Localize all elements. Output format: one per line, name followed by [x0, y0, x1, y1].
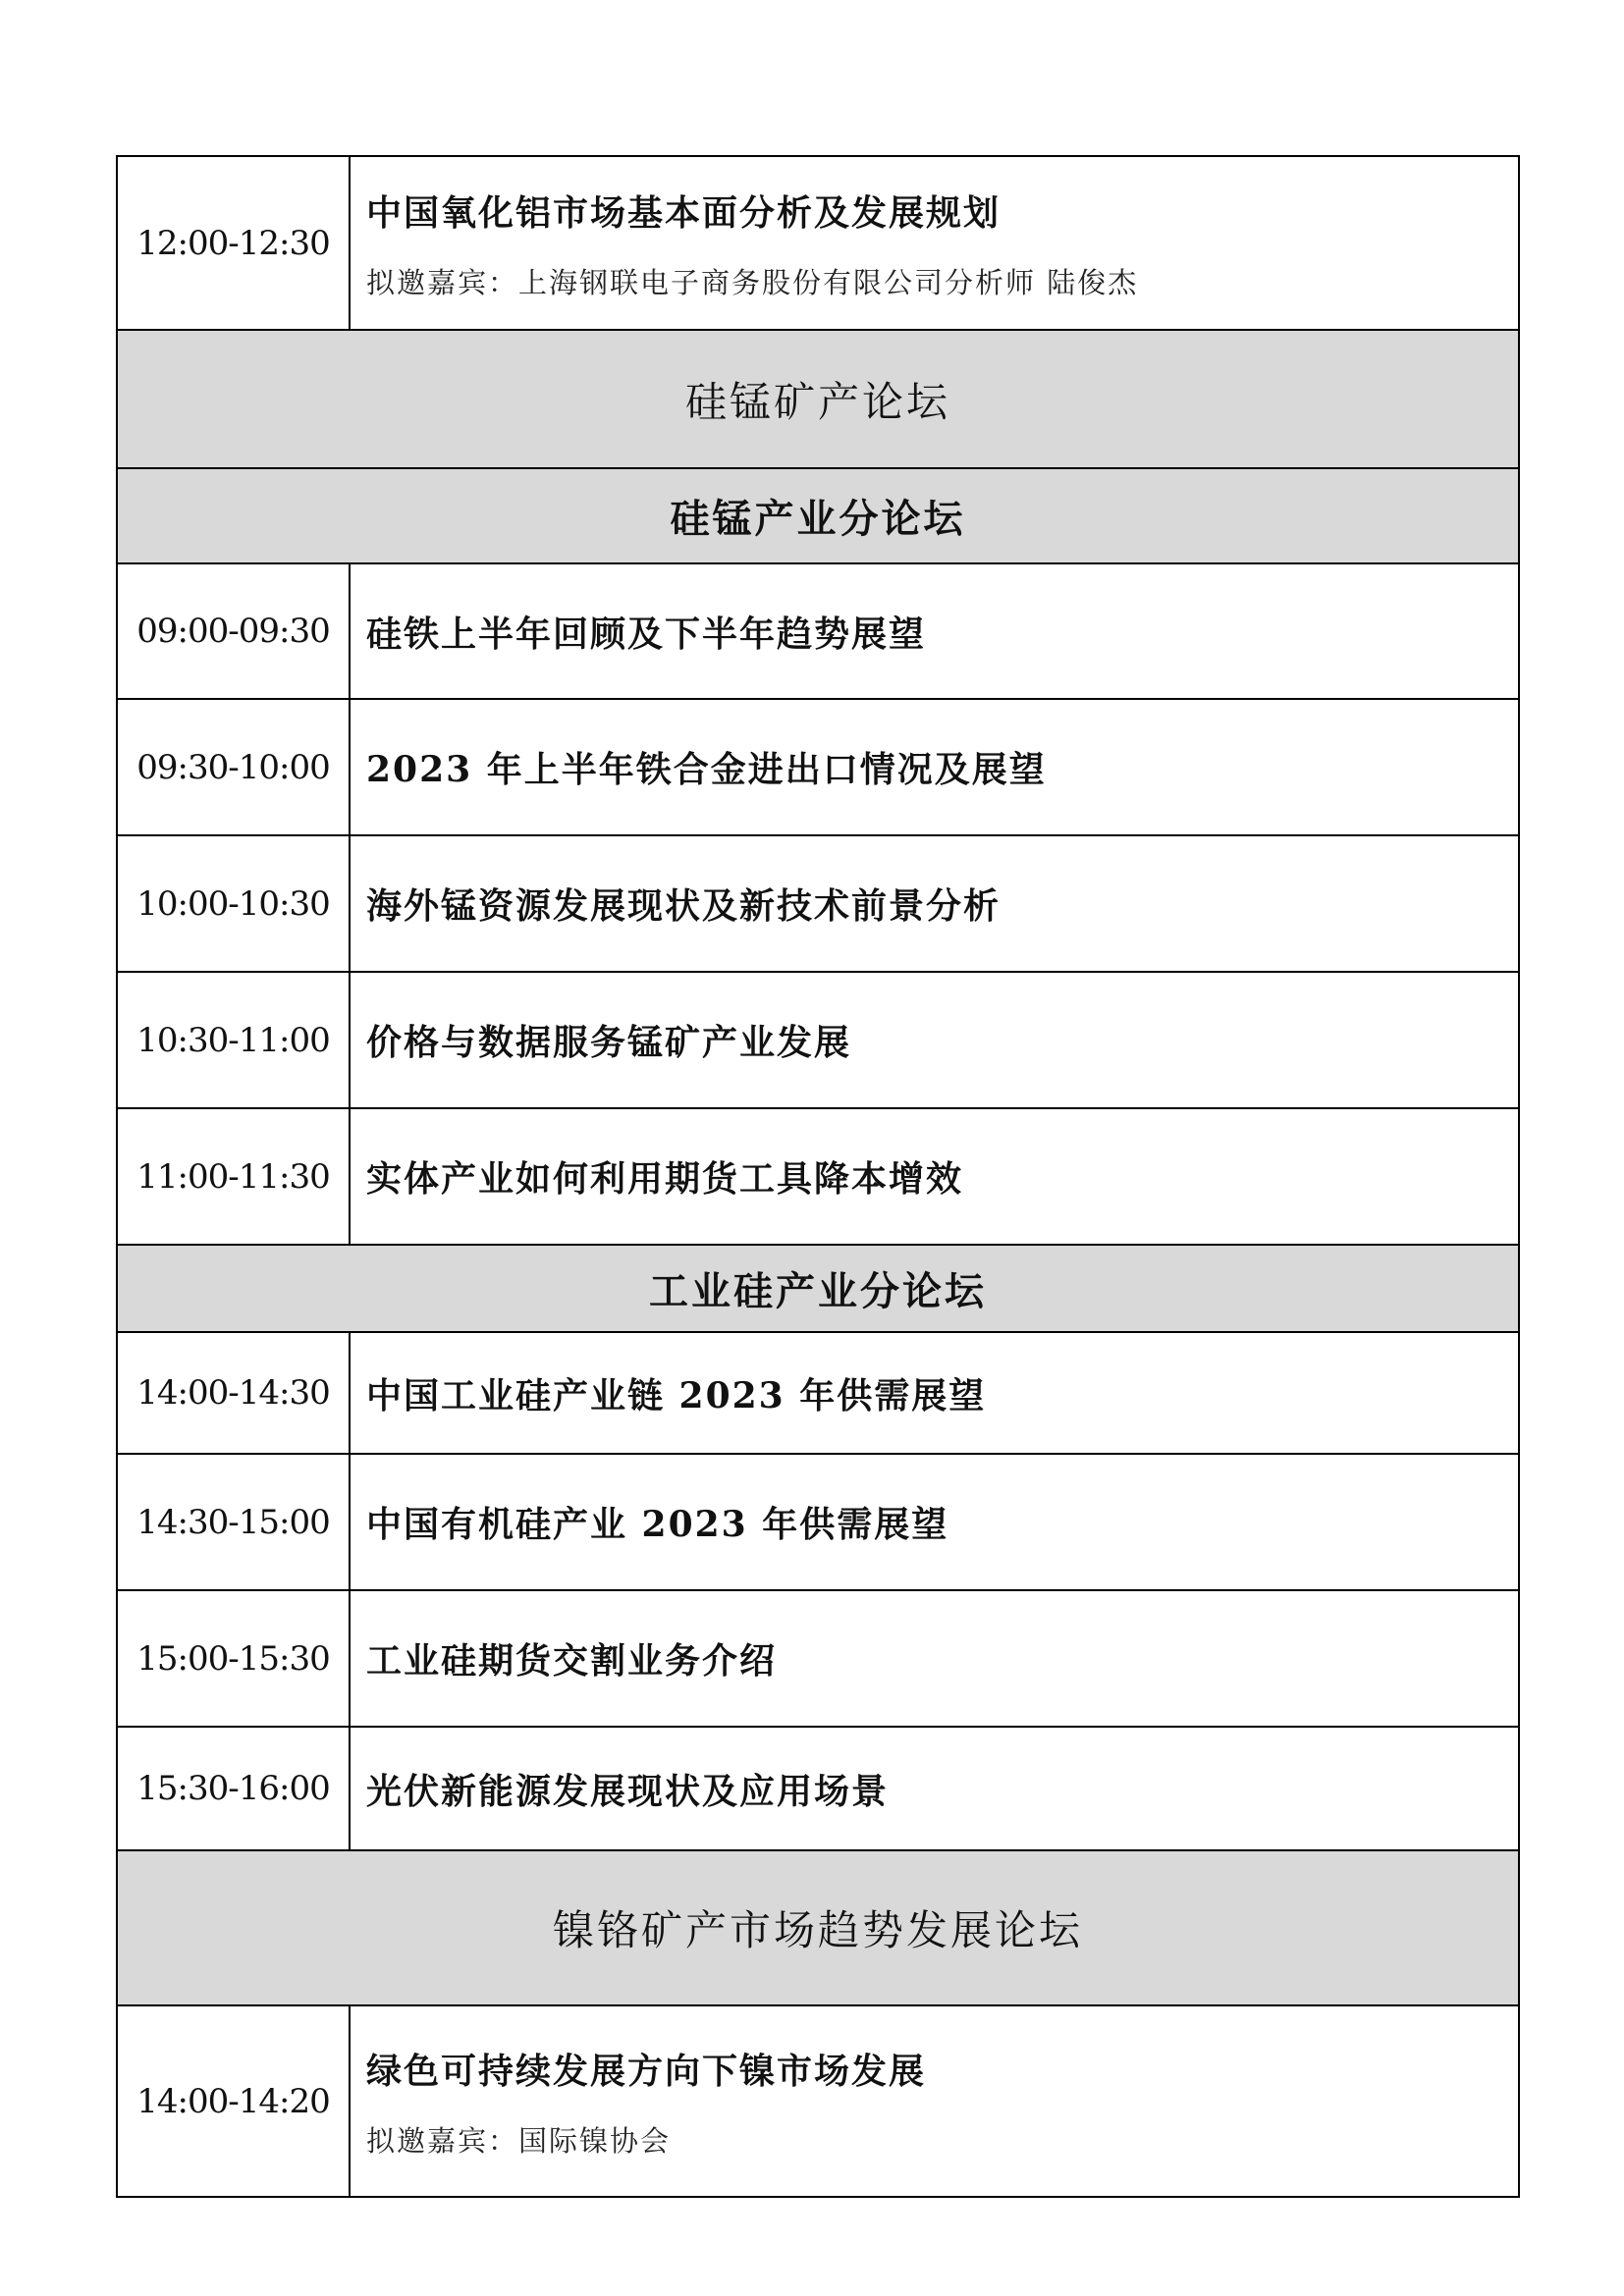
session-time: 09:00-09:30 — [117, 563, 350, 699]
session-row — [117, 156, 1519, 330]
session-topic — [350, 972, 1519, 1108]
subforum-header — [117, 468, 1519, 563]
session-row — [117, 835, 1519, 972]
session-time: 14:00-14:30 — [117, 1332, 350, 1454]
session-time: 11:00-11:30 — [117, 1108, 350, 1245]
session-time: 10:30-11:00 — [117, 972, 350, 1108]
session-topic — [350, 699, 1519, 835]
session-title: 中国氧化铝市场基本面分析及发展规划 — [366, 191, 1001, 234]
session-title: 中国工业硅产业链 2023 年供需展望 — [366, 1374, 987, 1416]
session-topic — [350, 563, 1519, 699]
session-topic — [350, 1454, 1519, 1590]
session-title: 工业硅期货交割业务介绍 — [366, 1640, 778, 1682]
session-title: 绿色可持续发展方向下镍市场发展 — [366, 2050, 927, 2092]
session-time: 15:00-15:30 — [117, 1590, 350, 1727]
session-title: 价格与数据服务锰矿产业发展 — [366, 1022, 852, 1063]
invited-guest: 拟邀嘉宾：国际镍协会 — [366, 2123, 672, 2158]
session-row — [117, 1454, 1519, 1590]
session-topic — [350, 156, 1519, 330]
subforum-title: 硅锰产业分论坛 — [117, 468, 1519, 563]
session-row — [117, 2005, 1519, 2197]
session-title: 光伏新能源发展现状及应用场景 — [366, 1770, 890, 1812]
session-topic — [350, 1727, 1519, 1850]
session-title: 2023 年上半年铁合金进出口情况及展望 — [366, 749, 1047, 790]
forum-title: 镍铬矿产市场趋势发展论坛 — [117, 1850, 1519, 2005]
session-title: 硅铁上半年回顾及下半年趋势展望 — [366, 613, 927, 655]
subforum-header — [117, 1245, 1519, 1332]
session-topic — [350, 2005, 1519, 2197]
session-row — [117, 563, 1519, 699]
session-title: 中国有机硅产业 2023 年供需展望 — [366, 1504, 949, 1545]
session-topic — [350, 1332, 1519, 1454]
forum-title: 硅锰矿产论坛 — [117, 330, 1519, 468]
subforum-title: 工业硅产业分论坛 — [117, 1245, 1519, 1332]
session-topic — [350, 835, 1519, 972]
session-row — [117, 1590, 1519, 1727]
invited-guest: 拟邀嘉宾：上海钢联电子商务股份有限公司分析师 陆俊杰 — [366, 265, 1139, 299]
agenda-table — [116, 155, 1520, 2198]
session-row — [117, 1108, 1519, 1245]
session-row — [117, 1727, 1519, 1850]
session-time: 14:00-14:20 — [117, 2005, 350, 2197]
session-time: 09:30-10:00 — [117, 699, 350, 835]
session-row — [117, 699, 1519, 835]
session-time: 15:30-16:00 — [117, 1727, 350, 1850]
session-time: 12:00-12:30 — [117, 156, 350, 330]
session-topic — [350, 1590, 1519, 1727]
session-title: 实体产业如何利用期货工具降本增效 — [366, 1158, 964, 1200]
forum-header — [117, 330, 1519, 468]
session-time: 14:30-15:00 — [117, 1454, 350, 1590]
session-title: 海外锰资源发展现状及新技术前景分析 — [366, 885, 1001, 927]
session-row — [117, 972, 1519, 1108]
session-time: 10:00-10:30 — [117, 835, 350, 972]
session-row — [117, 1332, 1519, 1454]
forum-header — [117, 1850, 1519, 2005]
session-topic — [350, 1108, 1519, 1245]
